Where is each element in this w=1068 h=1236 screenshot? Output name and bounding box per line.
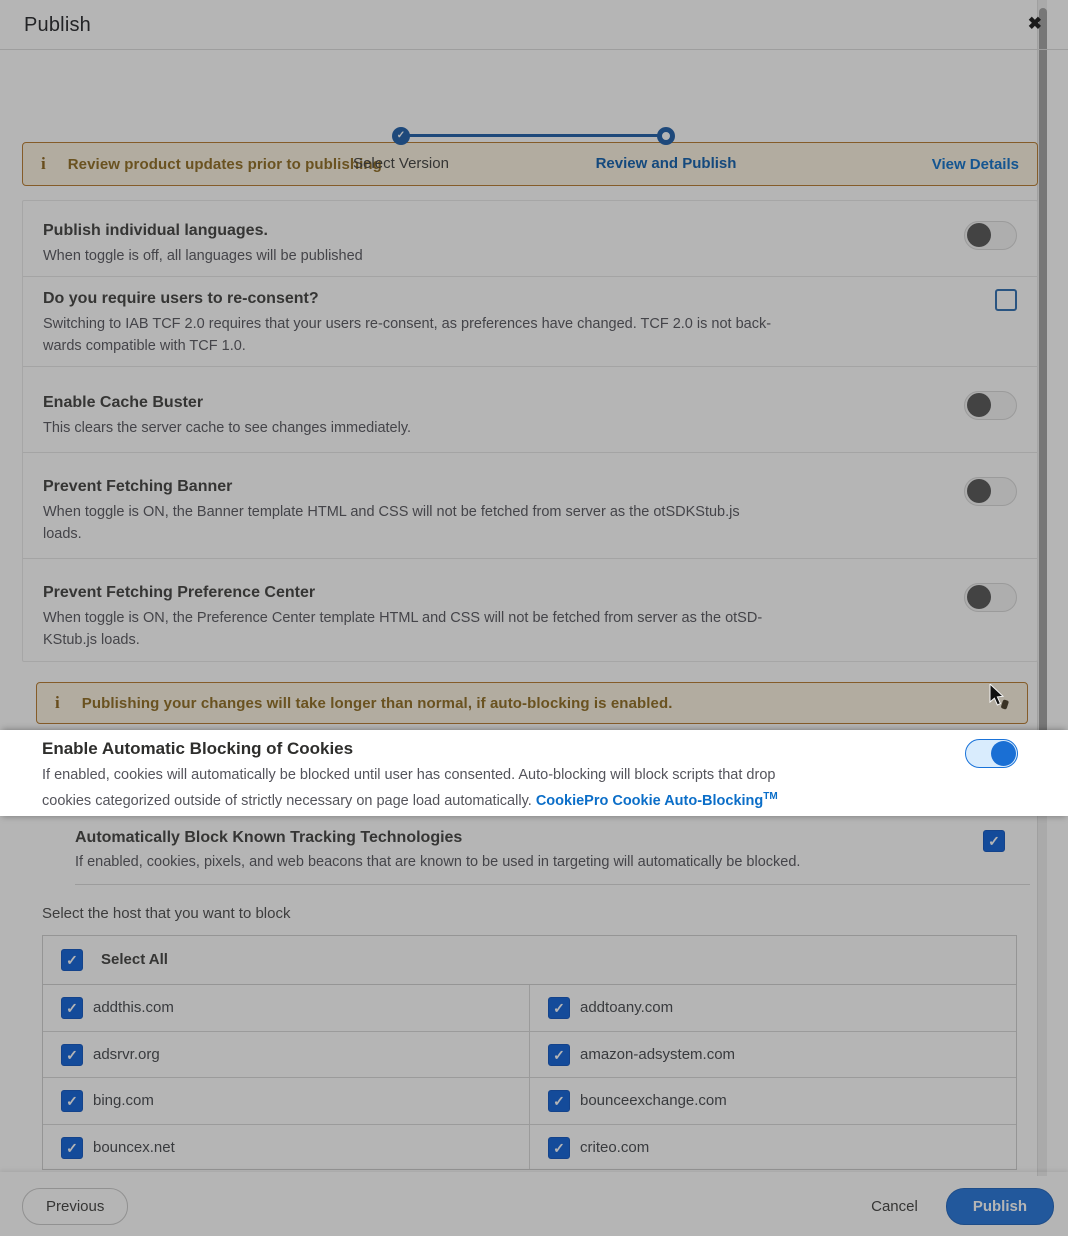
toggle-knob: [967, 585, 991, 609]
setting-description: loads.: [43, 525, 82, 542]
host-row: [43, 1078, 1016, 1125]
step-current-icon: [657, 127, 675, 145]
prevent-fetching-pc-toggle[interactable]: [964, 583, 1017, 612]
setting-title: Enable Cache Buster: [43, 394, 204, 411]
publish-settings-card: [22, 200, 1038, 662]
host-checkbox[interactable]: ✓: [548, 1044, 570, 1066]
toggle-knob: [991, 741, 1016, 766]
host-name: amazon-adsystem.com: [580, 1045, 736, 1063]
select-all-checkbox[interactable]: ✓: [61, 949, 83, 971]
step-label-select-version: Select Version: [353, 155, 449, 172]
setting-title: Prevent Fetching Preference Center: [43, 584, 316, 601]
setting-prevent-fetching-banner: [23, 453, 1037, 559]
host-name: bouncex.net: [93, 1138, 175, 1156]
setting-title: Enable Automatic Blocking of Cookies: [42, 739, 354, 758]
dialog-title: Publish: [24, 14, 91, 36]
cancel-button[interactable]: Cancel: [871, 1197, 918, 1215]
host-name: addtoany.com: [580, 999, 674, 1016]
host-row: [43, 985, 1016, 1032]
host-row: [43, 1032, 1016, 1079]
host-cell: [529, 1032, 1016, 1078]
dialog-footer: [0, 1172, 1068, 1236]
host-table: [42, 935, 1017, 1170]
setting-description: When toggle is off, all languages will be published: [43, 248, 363, 264]
tracking-tech-checkbox[interactable]: ✓: [983, 830, 1005, 852]
host-cell: [43, 985, 529, 1031]
host-cell: [43, 1078, 529, 1124]
trademark-sup: TM: [763, 791, 778, 802]
setting-publish-individual-languages: [23, 201, 1037, 277]
setting-block-tracking-technologies: [0, 816, 1068, 882]
stepper-connector: [409, 134, 659, 137]
close-icon[interactable]: ✖: [1027, 14, 1042, 33]
setting-title: Prevent Fetching Banner: [43, 478, 233, 495]
auto-blocking-toggle[interactable]: [965, 739, 1018, 768]
reconsent-checkbox[interactable]: [995, 289, 1017, 311]
autoblock-warning-text: Publishing your changes will take longer than normal, if auto-blocking is enabled.: [81, 694, 673, 712]
host-name: adsrvr.org: [93, 1045, 160, 1063]
host-cell: [529, 985, 1016, 1031]
host-checkbox[interactable]: ✓: [548, 1137, 570, 1159]
setting-description: wards compatible with TCF 1.0.: [43, 337, 246, 354]
dialog-header: [0, 0, 1068, 50]
view-details-link[interactable]: View Details: [931, 155, 1019, 173]
autoblock-warning-banner: [36, 682, 1028, 724]
setting-description: Switching to IAB TCF 2.0 requires that your users re-consent, as preferences have changed. TCF 2.0 is not back-: [43, 316, 772, 332]
host-name: criteo.com: [580, 1138, 650, 1156]
setting-description: This clears the server cache to see changes immediately.: [43, 420, 412, 436]
setting-cache-buster: [23, 367, 1037, 453]
setting-description-line2: [42, 786, 1068, 812]
host-checkbox[interactable]: ✓: [548, 1090, 570, 1112]
review-updates-banner: [22, 142, 1038, 186]
description-text: cookies categorized outside of strictly necessary on page load automatically.: [42, 792, 532, 809]
step-label-review-publish: Review and Publish: [595, 155, 737, 172]
setting-description: If enabled, cookies, pixels, and web beacons that are known to be used in targeting will automatically be blocked.: [75, 854, 801, 870]
previous-button[interactable]: Previous: [22, 1188, 128, 1225]
cookiepro-autoblocking-link[interactable]: CookiePro Cookie Auto-Blocking™: [535, 791, 778, 809]
prevent-fetching-banner-toggle[interactable]: [964, 477, 1017, 506]
select-all-label: Select All: [101, 951, 168, 968]
host-checkbox[interactable]: ✓: [61, 997, 83, 1019]
host-cell: [43, 1125, 529, 1171]
setting-title: Publish individual languages.: [43, 222, 268, 239]
setting-description: KStub.js loads.: [43, 631, 140, 648]
toggle-knob: [967, 393, 991, 417]
host-row: [43, 1125, 1016, 1171]
setting-title: Do you require users to re-consent?: [43, 290, 319, 307]
step-complete-icon: ✓: [392, 127, 410, 145]
publish-languages-toggle[interactable]: [964, 221, 1017, 250]
setting-description: When toggle is ON, the Banner template HTML and CSS will not be fetched from server as the otSDKStub.js: [43, 504, 740, 520]
cache-buster-toggle[interactable]: [964, 391, 1017, 420]
host-name: bing.com: [93, 1092, 154, 1109]
host-cell: [529, 1125, 1016, 1171]
divider: [75, 884, 1030, 885]
host-checkbox[interactable]: ✓: [61, 1044, 83, 1066]
host-cell: [43, 1032, 529, 1078]
host-name: bounceexchange.com: [580, 1092, 727, 1109]
dialog-lower-region: [0, 816, 1068, 1236]
info-icon: i: [41, 154, 46, 173]
host-checkbox[interactable]: ✓: [61, 1090, 83, 1112]
host-table-header: [43, 936, 1016, 985]
setting-prevent-fetching-preference-center: [23, 559, 1037, 663]
setting-title: Automatically Block Known Tracking Technologies: [75, 829, 463, 846]
review-updates-banner-text: Review product updates prior to publishing: [67, 155, 382, 173]
setting-description-line1: If enabled, cookies will automatically be blocked until user has consented. Auto-blocking will block scripts that drop: [42, 767, 776, 783]
setting-description: When toggle is ON, the Preference Center template HTML and CSS will not be fetched from server as the otSD-: [43, 610, 763, 626]
host-checkbox[interactable]: ✓: [61, 1137, 83, 1159]
toggle-knob: [967, 223, 991, 247]
info-icon: i: [55, 693, 60, 712]
host-name: addthis.com: [93, 999, 174, 1016]
toggle-knob: [967, 479, 991, 503]
setting-require-reconsent: [23, 277, 1037, 367]
setting-enable-auto-blocking: [0, 730, 1068, 816]
host-section-label: Select the host that you want to block: [42, 905, 291, 922]
host-cell: [529, 1078, 1016, 1124]
host-checkbox[interactable]: ✓: [548, 997, 570, 1019]
publish-button[interactable]: Publish: [946, 1188, 1054, 1225]
